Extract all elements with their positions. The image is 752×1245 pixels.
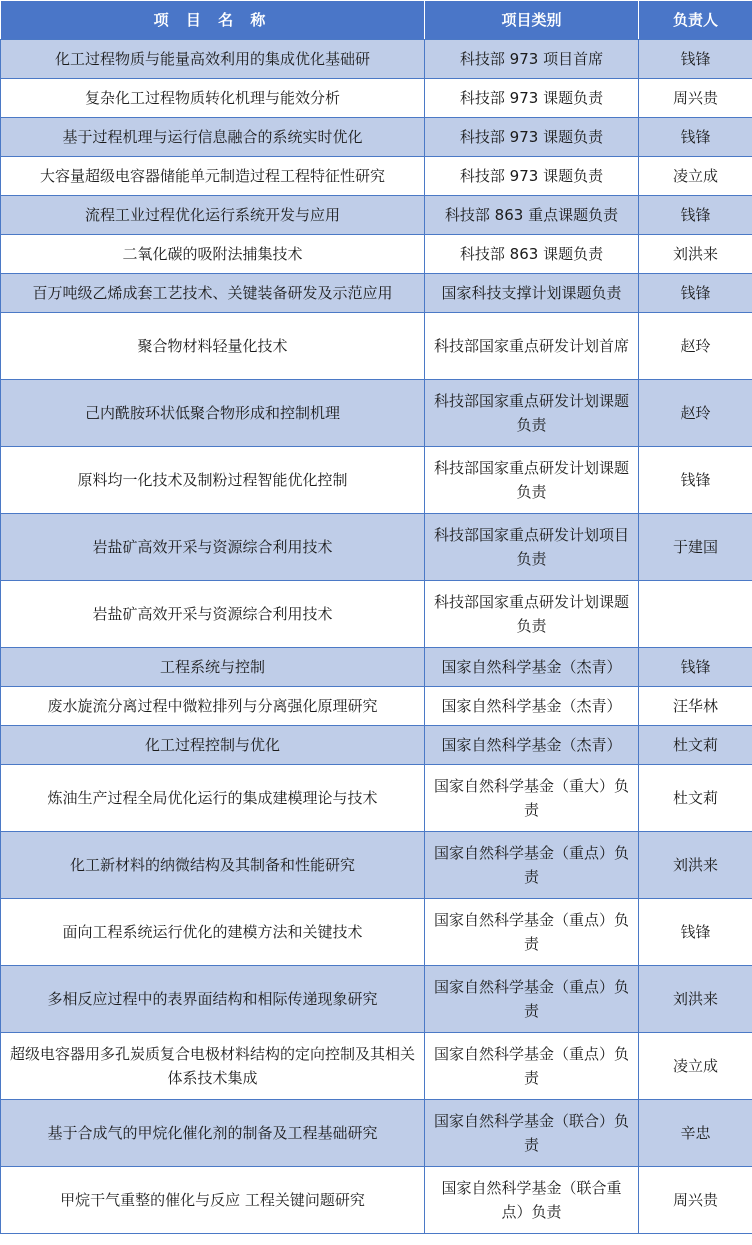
cell-leader xyxy=(639,581,752,648)
header-project-name: 项 目 名 称 xyxy=(1,1,425,40)
cell-leader: 汪华林 xyxy=(639,687,752,726)
cell-project-category: 科技部 973 项目首席 xyxy=(425,40,639,79)
cell-project-category: 国家自然科学基金（杰青） xyxy=(425,648,639,687)
table-row xyxy=(1,313,752,380)
cell-project-name: 化工过程控制与优化 xyxy=(1,726,425,765)
cell-leader: 赵玲 xyxy=(639,380,752,447)
table-row xyxy=(1,40,752,79)
table-body xyxy=(1,40,752,1234)
table-row xyxy=(1,1100,752,1167)
table-row xyxy=(1,118,752,157)
cell-project-category: 国家自然科学基金（联合重点）负责 xyxy=(425,1167,639,1234)
cell-project-name: 基于过程机理与运行信息融合的系统实时优化 xyxy=(1,118,425,157)
cell-project-name: 复杂化工过程物质转化机理与能效分析 xyxy=(1,79,425,118)
cell-project-name: 甲烷干气重整的催化与反应 工程关键问题研究 xyxy=(1,1167,425,1234)
cell-leader: 刘洪来 xyxy=(639,235,752,274)
cell-leader: 钱锋 xyxy=(639,118,752,157)
cell-project-category: 国家自然科学基金（重大）负责 xyxy=(425,765,639,832)
cell-leader: 凌立成 xyxy=(639,157,752,196)
cell-leader: 杜文莉 xyxy=(639,765,752,832)
cell-leader: 辛忠 xyxy=(639,1100,752,1167)
cell-project-category: 科技部 973 课题负责 xyxy=(425,118,639,157)
cell-leader: 钱锋 xyxy=(639,648,752,687)
cell-project-name: 原料均一化技术及制粉过程智能优化控制 xyxy=(1,447,425,514)
cell-leader: 钱锋 xyxy=(639,196,752,235)
cell-project-category: 科技部国家重点研发计划课题负责 xyxy=(425,380,639,447)
cell-leader: 赵玲 xyxy=(639,313,752,380)
cell-leader: 于建国 xyxy=(639,514,752,581)
cell-project-name: 己内酰胺环状低聚合物形成和控制机理 xyxy=(1,380,425,447)
cell-project-category: 国家自然科学基金（重点）负责 xyxy=(425,966,639,1033)
cell-leader: 钱锋 xyxy=(639,274,752,313)
table-row xyxy=(1,447,752,514)
cell-project-name: 基于合成气的甲烷化催化剂的制备及工程基础研究 xyxy=(1,1100,425,1167)
cell-project-category: 国家自然科学基金（杰青） xyxy=(425,726,639,765)
cell-leader: 钱锋 xyxy=(639,447,752,514)
cell-project-category: 科技部国家重点研发计划项目负责 xyxy=(425,514,639,581)
cell-project-name: 二氧化碳的吸附法捕集技术 xyxy=(1,235,425,274)
cell-project-name: 流程工业过程优化运行系统开发与应用 xyxy=(1,196,425,235)
cell-project-name: 面向工程系统运行优化的建模方法和关键技术 xyxy=(1,899,425,966)
table-row xyxy=(1,648,752,687)
cell-leader: 钱锋 xyxy=(639,40,752,79)
table-row xyxy=(1,581,752,648)
table-row xyxy=(1,79,752,118)
header-leader: 负责人 xyxy=(639,1,752,40)
cell-leader: 周兴贵 xyxy=(639,79,752,118)
cell-project-category: 国家自然科学基金（杰青） xyxy=(425,687,639,726)
cell-project-name: 大容量超级电容器储能单元制造过程工程特征性研究 xyxy=(1,157,425,196)
cell-leader: 刘洪来 xyxy=(639,832,752,899)
cell-leader: 凌立成 xyxy=(639,1033,752,1100)
header-project-category: 项目类别 xyxy=(425,1,639,40)
table-row xyxy=(1,380,752,447)
cell-project-category: 科技部 973 课题负责 xyxy=(425,79,639,118)
table-row xyxy=(1,966,752,1033)
cell-project-name: 炼油生产过程全局优化运行的集成建模理论与技术 xyxy=(1,765,425,832)
table-row xyxy=(1,514,752,581)
cell-project-name: 岩盐矿高效开采与资源综合利用技术 xyxy=(1,581,425,648)
table-row xyxy=(1,274,752,313)
cell-project-name: 岩盐矿高效开采与资源综合利用技术 xyxy=(1,514,425,581)
table-header-row xyxy=(1,1,752,40)
cell-leader: 钱锋 xyxy=(639,899,752,966)
cell-project-name: 化工新材料的纳微结构及其制备和性能研究 xyxy=(1,832,425,899)
table-row xyxy=(1,832,752,899)
cell-project-name: 百万吨级乙烯成套工艺技术、关键装备研发及示范应用 xyxy=(1,274,425,313)
table-row xyxy=(1,235,752,274)
cell-leader: 周兴贵 xyxy=(639,1167,752,1234)
table-row xyxy=(1,1167,752,1234)
cell-project-name: 聚合物材料轻量化技术 xyxy=(1,313,425,380)
table-row xyxy=(1,765,752,832)
cell-project-category: 科技部 863 课题负责 xyxy=(425,235,639,274)
table-row xyxy=(1,157,752,196)
cell-project-category: 国家自然科学基金（联合）负责 xyxy=(425,1100,639,1167)
cell-project-name: 工程系统与控制 xyxy=(1,648,425,687)
cell-leader: 刘洪来 xyxy=(639,966,752,1033)
cell-project-category: 科技部 973 课题负责 xyxy=(425,157,639,196)
cell-project-category: 国家科技支撑计划课题负责 xyxy=(425,274,639,313)
table-row xyxy=(1,196,752,235)
cell-project-name: 多相反应过程中的表界面结构和相际传递现象研究 xyxy=(1,966,425,1033)
table-row xyxy=(1,899,752,966)
cell-project-category: 科技部国家重点研发计划课题负责 xyxy=(425,581,639,648)
cell-project-category: 国家自然科学基金（重点）负责 xyxy=(425,832,639,899)
table-row xyxy=(1,687,752,726)
cell-leader: 杜文莉 xyxy=(639,726,752,765)
cell-project-name: 化工过程物质与能量高效利用的集成优化基础研 xyxy=(1,40,425,79)
cell-project-category: 科技部 863 重点课题负责 xyxy=(425,196,639,235)
cell-project-category: 科技部国家重点研发计划首席 xyxy=(425,313,639,380)
table-row xyxy=(1,726,752,765)
cell-project-category: 国家自然科学基金（重点）负责 xyxy=(425,1033,639,1100)
table-row xyxy=(1,1033,752,1100)
cell-project-name: 超级电容器用多孔炭质复合电极材料结构的定向控制及其相关体系技术集成 xyxy=(1,1033,425,1100)
cell-project-category: 国家自然科学基金（重点）负责 xyxy=(425,899,639,966)
cell-project-name: 废水旋流分离过程中微粒排列与分离强化原理研究 xyxy=(1,687,425,726)
cell-project-category: 科技部国家重点研发计划课题负责 xyxy=(425,447,639,514)
